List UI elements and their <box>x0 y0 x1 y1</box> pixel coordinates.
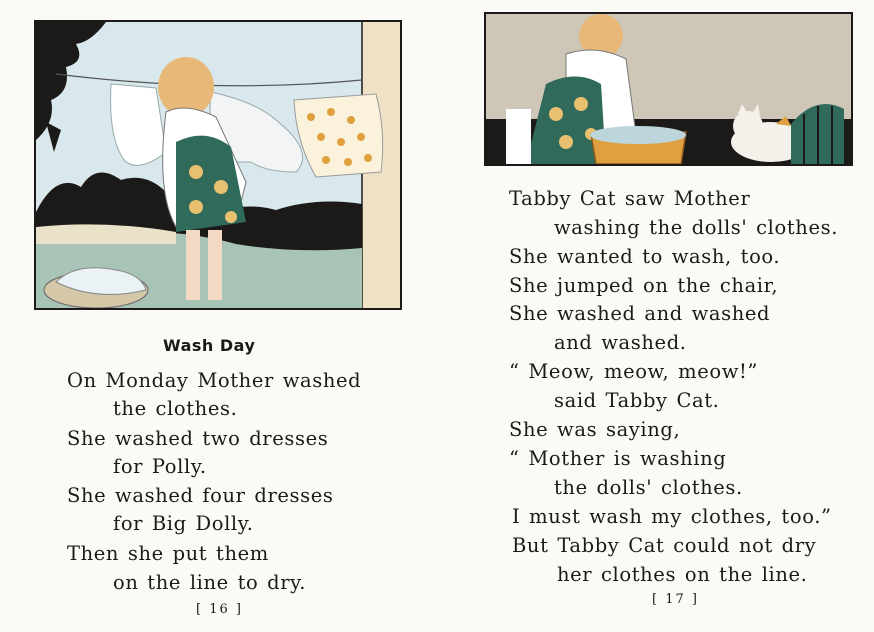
poem-title: Wash Day <box>163 336 256 355</box>
wash-day-illustration <box>34 20 402 310</box>
poem-line: She washed and washed <box>509 302 771 325</box>
poem-line: for Big Dolly. <box>113 512 254 535</box>
poem-line: Then she put them <box>67 542 269 565</box>
poem-line: On Monday Mother washed <box>67 369 362 392</box>
poem-line: I must wash my clothes, too.” <box>512 505 832 528</box>
poem-line: and washed. <box>554 331 687 354</box>
poem-line: Tabby Cat saw Mother <box>509 187 751 210</box>
poem-line: on the line to dry. <box>113 571 307 594</box>
poem-line: washing the dolls' clothes. <box>554 216 838 239</box>
poem-line: But Tabby Cat could not dry <box>512 534 817 557</box>
poem-line: for Polly. <box>113 455 207 478</box>
poem-line: the dolls' clothes. <box>554 476 743 499</box>
page-number: [ 17 ] <box>652 592 699 607</box>
poem-line: She wanted to wash, too. <box>509 245 781 268</box>
poem-line: “ Meow, meow, meow!” <box>509 360 759 383</box>
poem-line: She was saying, <box>509 418 681 441</box>
poem-line: She washed two dresses <box>67 427 329 450</box>
poem-line: “ Mother is washing <box>509 447 727 470</box>
right-page <box>437 0 874 632</box>
poem-line: her clothes on the line. <box>557 563 808 586</box>
page-number: [ 16 ] <box>196 602 243 617</box>
poem-line: She jumped on the chair, <box>509 274 779 297</box>
poem-line: She washed four dresses <box>67 484 334 507</box>
poem-line: the clothes. <box>113 397 238 420</box>
poem-line: said Tabby Cat. <box>554 389 720 412</box>
tabby-cat-illustration <box>484 12 853 166</box>
